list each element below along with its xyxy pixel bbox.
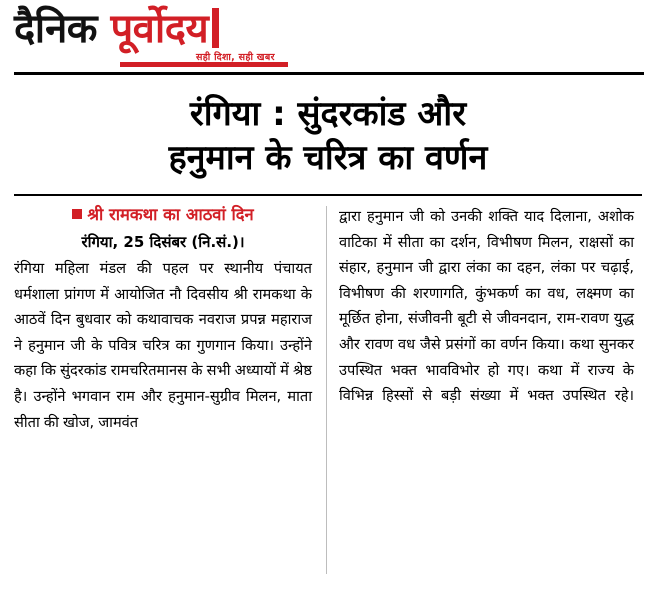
logo-text-part1: दैनिक (14, 6, 111, 52)
logo-red-bar-icon (212, 8, 219, 48)
masthead-tagline: सही दिशा, सही खबर (196, 52, 275, 63)
headline-divider (14, 194, 642, 196)
column-divider (326, 206, 327, 574)
headline-line-1: रंगिया : सुंदरकांड और (189, 94, 467, 134)
newspaper-logo (14, 6, 208, 52)
headline-line-2: हनुमान के चरित्र का वर्णन (168, 138, 488, 178)
logo-text-part2: पूर्वोदय (110, 6, 209, 52)
article-dateline: रंगिया, 25 दिसंबर (नि.सं.)। (81, 233, 245, 251)
column-container (14, 204, 642, 576)
article-kicker (14, 204, 312, 226)
article-headline (16, 92, 640, 180)
article-paragraph-right: द्वारा हनुमान जी को उनकी शक्ति याद दिलाना, अशोक वाटिका में सीता का दर्शन, विभीषण मिलन, राक्षसों का संहार, हनुमान जी द्वारा लंका का दहन, लंका पर चढ़ाई, विभीषण की शरणागति, कुंभकर्ण का वध, लक्ष्मण का मूर्छित होना, संजीवनी बूटी से जीवनदान, राम-रावण युद्ध और रावण वध जैसे प्रसंगों का वर्णन किया। कथा सुनकर उपस्थित भक्त भावविभोर हो गए। कथा में राज्य के विभिन्न हिस्सों से बड़ी संख्या में भक्त उपस्थित रहे। (339, 208, 634, 405)
article-body (14, 204, 642, 576)
right-column (324, 204, 634, 576)
left-column (14, 204, 324, 576)
masthead (0, 0, 656, 78)
article-paragraph-left: रंगिया महिला मंडल की पहल पर स्थानीय पंचायत धर्मशाला प्रांगण में आयोजित नौ दिवसीय श्री रामकथा के आठवें दिन बुधवार को कथावाचक नवराज प्रपन्न महाराज ने हनुमान जी के पवित्र चरित्र का गुणगान किया। उन्होंने कहा कि सुंदरकांड रामचरितमानस के सभी अध्यायों में श्रेष्ठ है। उन्होंने भगवान राम और हनुमान-सुग्रीव मिलन, माता सीता की खोज, जामवंत (14, 260, 312, 431)
masthead-black-rule (14, 72, 644, 75)
square-bullet-icon (72, 209, 82, 219)
kicker-text: श्री रामकथा का आठवां दिन (87, 205, 254, 224)
